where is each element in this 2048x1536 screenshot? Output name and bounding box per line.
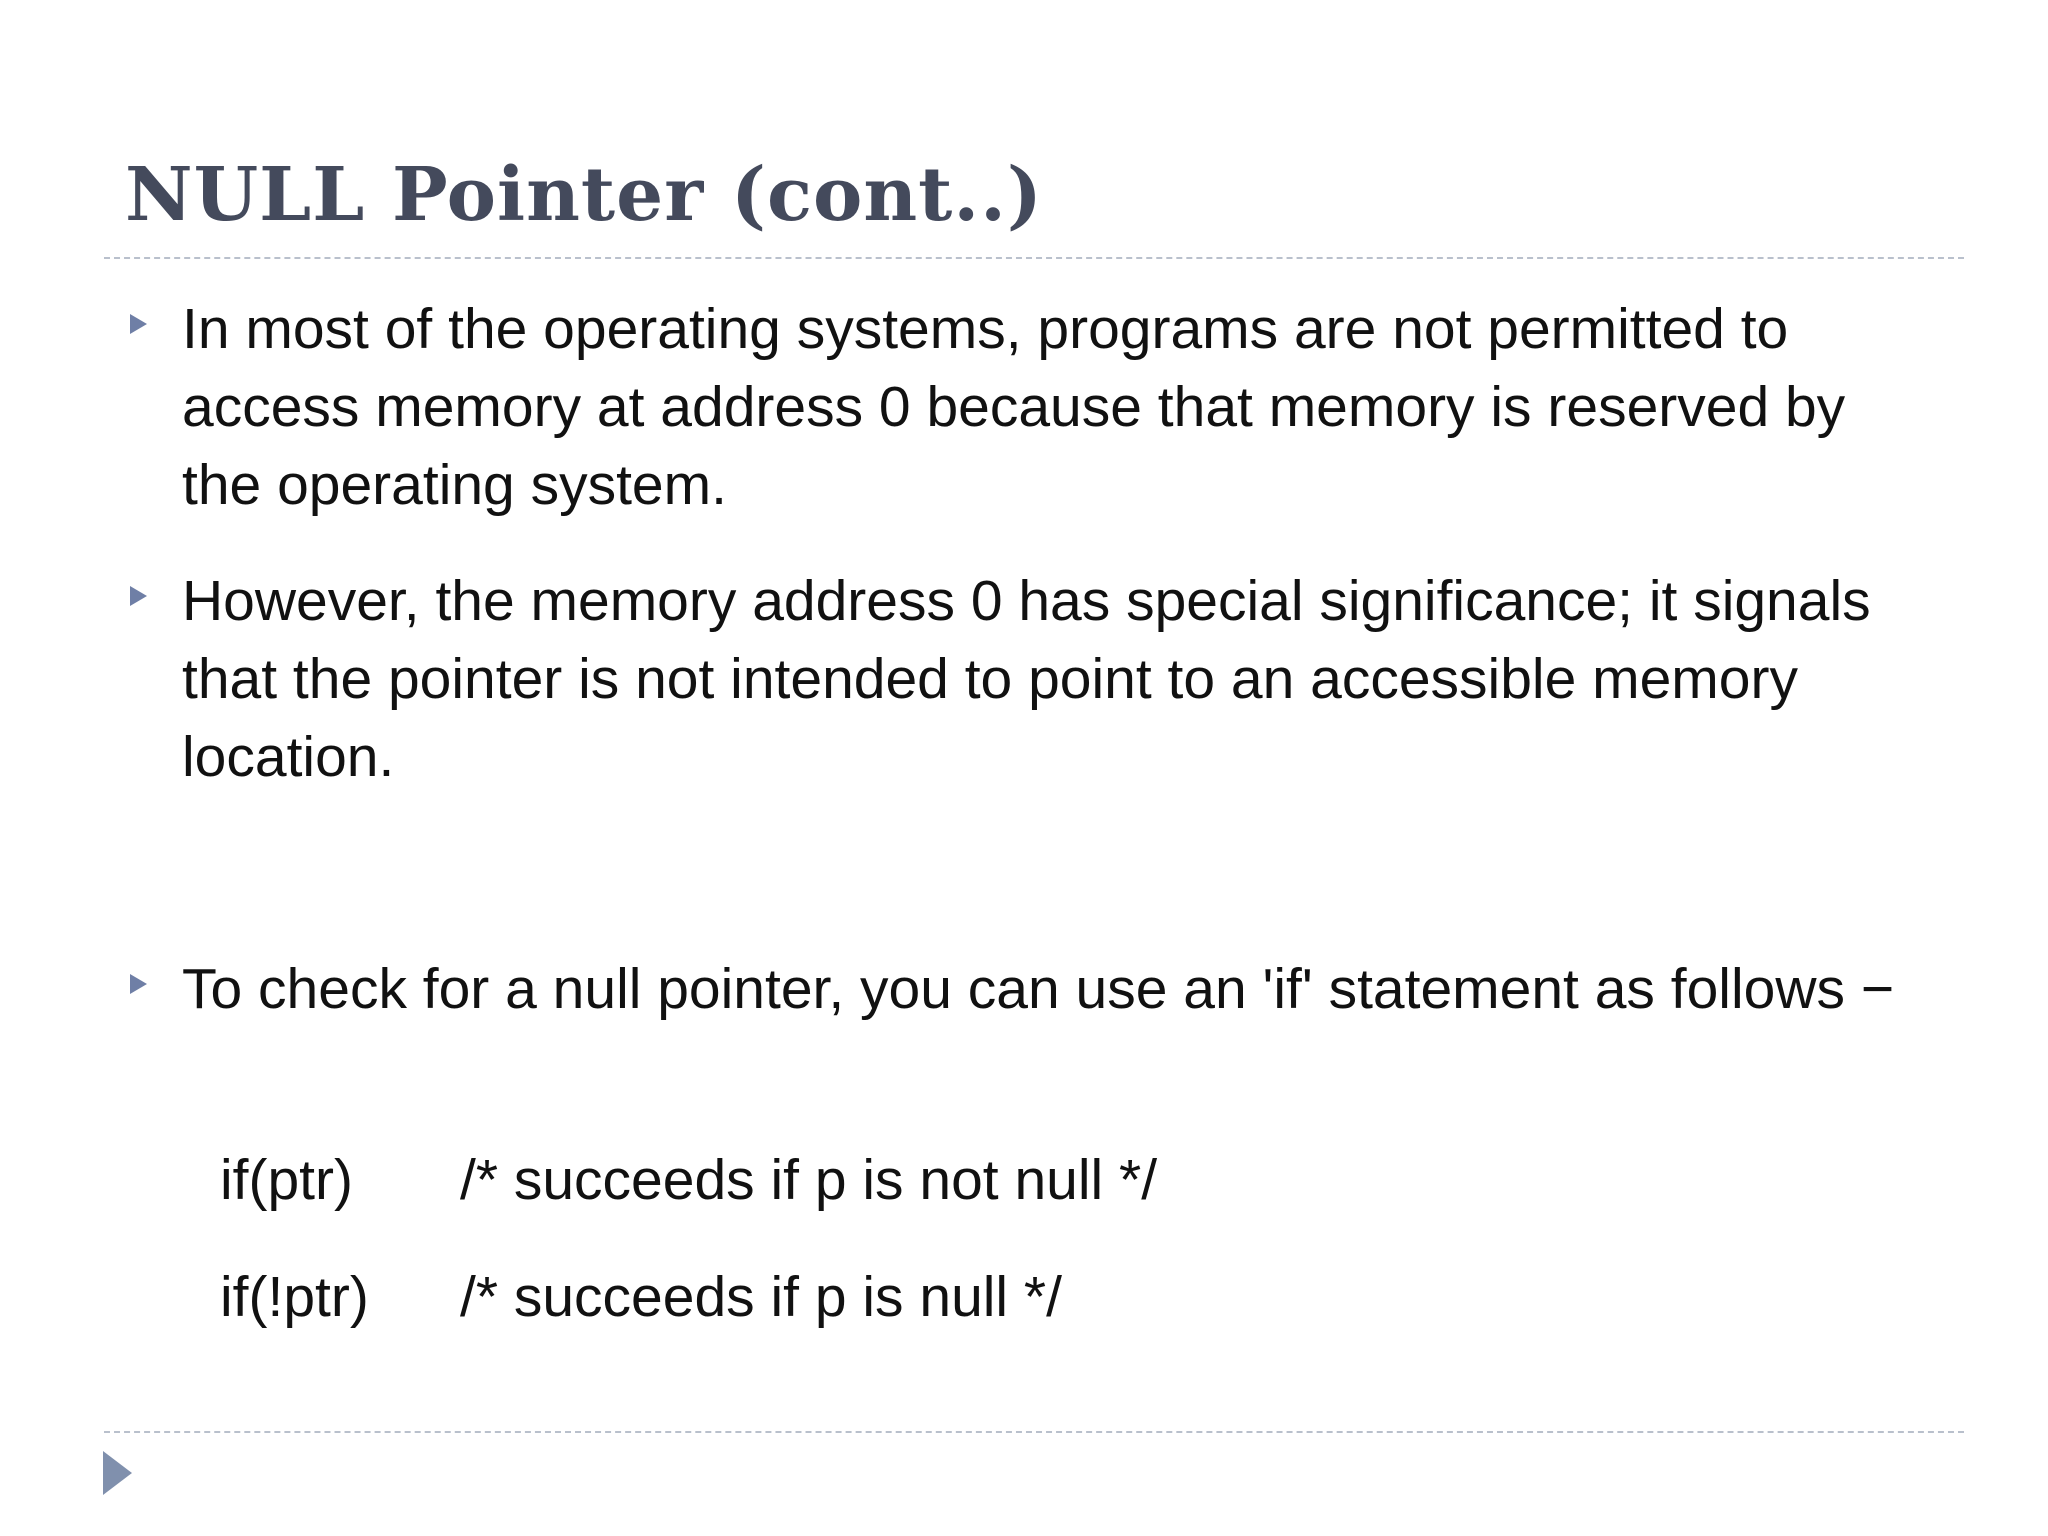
bullet-text: To check for a null pointer, you can use an 'if' statement as follows − — [182, 957, 1895, 1021]
triangle-right-icon — [130, 586, 147, 606]
code-line — [220, 1262, 1062, 1332]
bullet-text: In most of the operating systems, programs are not permitted to access memory at address 0 because that memory is reserved by the operating system. — [182, 297, 1846, 517]
triangle-right-icon — [130, 974, 147, 994]
code-expression: if(!ptr) — [220, 1265, 369, 1329]
code-line — [220, 1145, 1157, 1215]
bullet-item — [130, 562, 1920, 796]
bullet-item — [130, 290, 1920, 524]
next-slide-arrow-icon[interactable] — [103, 1451, 132, 1495]
slide-title: NULL Pointer (cont..) — [125, 152, 1043, 238]
title-divider — [104, 257, 1964, 259]
code-comment: /* succeeds if p is null */ — [460, 1265, 1062, 1329]
bullet-text: However, the memory address 0 has special significance; it signals that the pointer is not intended to point to an accessible memory location. — [182, 569, 1871, 789]
code-expression: if(ptr) — [220, 1148, 353, 1212]
code-comment: /* succeeds if p is not null */ — [460, 1148, 1158, 1212]
footer-divider — [104, 1431, 1964, 1433]
triangle-right-icon — [130, 314, 147, 334]
bullet-item — [130, 950, 1920, 1028]
